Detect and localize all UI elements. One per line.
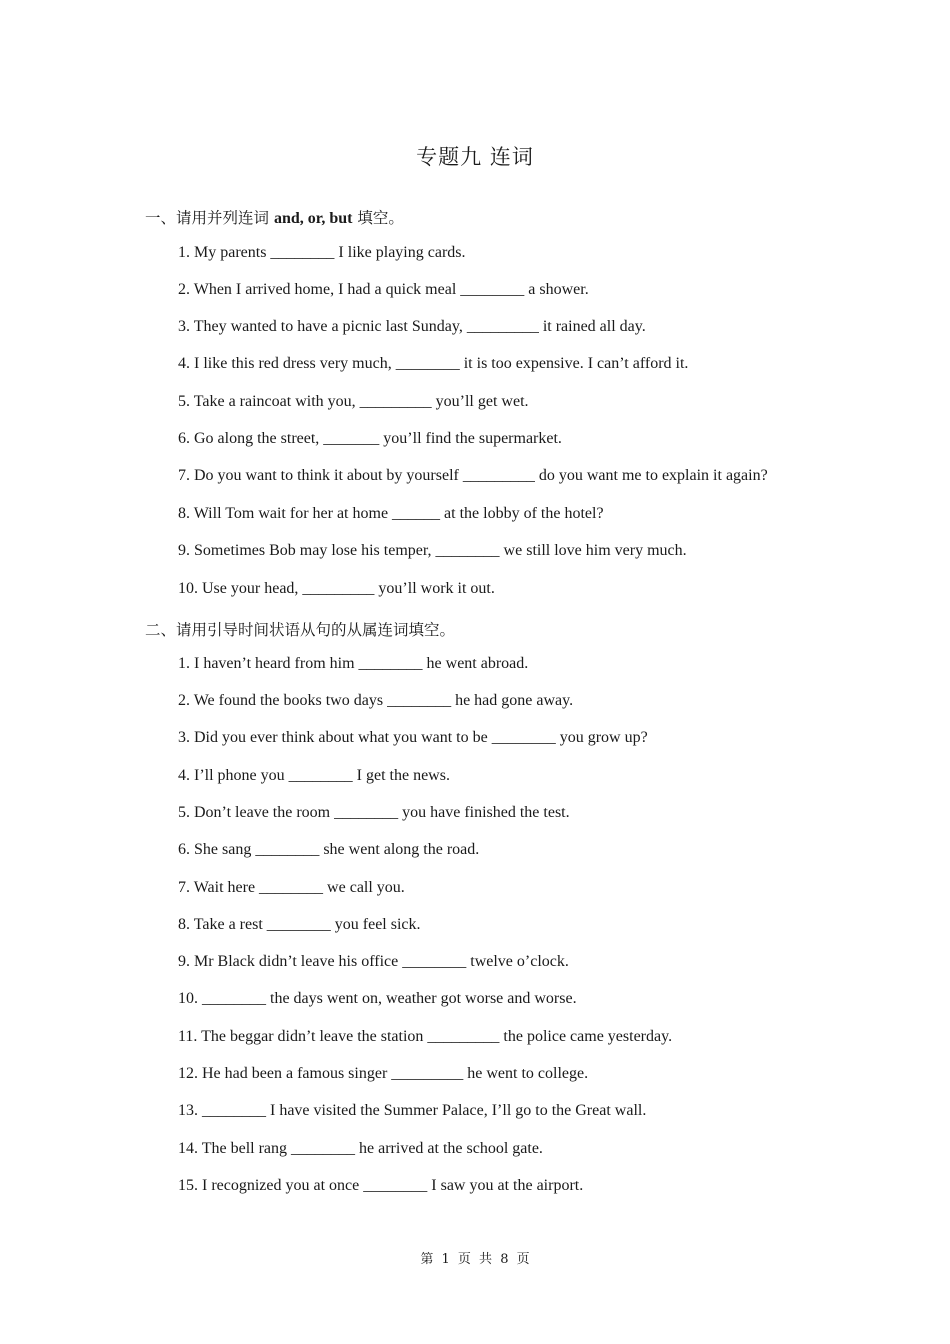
question-item: 6. She sang ________ she went along the road. [178, 841, 480, 858]
question-item: 10. ________ the days went on, weather got worse and worse. [178, 990, 577, 1007]
question-item: 3. Did you ever think about what you want to be ________ you grow up? [178, 729, 648, 746]
question-item: 7. Do you want to think it about by yourself _________ do you want me to explain it again? [178, 467, 768, 484]
question-item: 13. ________ I have visited the Summer Palace, I’ll go to the Great wall. [178, 1102, 647, 1119]
section-1-heading-prefix: 一、请用并列连词 [145, 209, 274, 227]
question-item: 14. The bell rang ________ he arrived at the school gate. [178, 1140, 543, 1157]
question-item: 4. I like this red dress very much, ________ it is too expensive. I can’t afford it. [178, 355, 689, 372]
section-1-heading-suffix: 填空。 [352, 209, 404, 227]
section-2-heading: 二、请用引导时间状语从句的从属连词填空。 [145, 621, 456, 639]
question-item: 3. They wanted to have a picnic last Sunday, _________ it rained all day. [178, 318, 646, 335]
question-item: 11. The beggar didn’t leave the station _________ the police came yesterday. [178, 1028, 673, 1045]
question-item: 8. Will Tom wait for her at home ______ at the lobby of the hotel? [178, 505, 604, 522]
question-item: 4. I’ll phone you ________ I get the news. [178, 767, 450, 784]
question-item: 9. Mr Black didn’t leave his office ________ twelve o’clock. [178, 953, 569, 970]
question-item: 8. Take a rest ________ you feel sick. [178, 916, 421, 933]
question-item: 5. Don’t leave the room ________ you have finished the test. [178, 804, 570, 821]
page-title: 专题九 连词 [416, 145, 534, 169]
section-1-heading [145, 206, 404, 228]
question-item: 10. Use your head, _________ you’ll work it out. [178, 580, 495, 597]
question-item: 15. I recognized you at once ________ I saw you at the airport. [178, 1177, 584, 1194]
question-item: 7. Wait here ________ we call you. [178, 879, 405, 896]
question-item: 1. I haven’t heard from him ________ he went abroad. [178, 655, 529, 672]
page-footer: 第 1 页 共 8 页 [420, 1252, 530, 1267]
section-1-heading-keywords: and, or, but [273, 210, 353, 227]
question-item: 12. He had been a famous singer _________ he went to college. [178, 1065, 589, 1082]
question-item: 2. When I arrived home, I had a quick meal ________ a shower. [178, 281, 589, 298]
question-item: 6. Go along the street, _______ you’ll find the supermarket. [178, 430, 562, 447]
question-item: 1. My parents ________ I like playing cards. [178, 244, 466, 261]
question-item: 2. We found the books two days ________ he had gone away. [178, 692, 574, 709]
question-item: 9. Sometimes Bob may lose his temper, ________ we still love him very much. [178, 542, 687, 559]
question-item: 5. Take a raincoat with you, _________ you’ll get wet. [178, 393, 529, 410]
